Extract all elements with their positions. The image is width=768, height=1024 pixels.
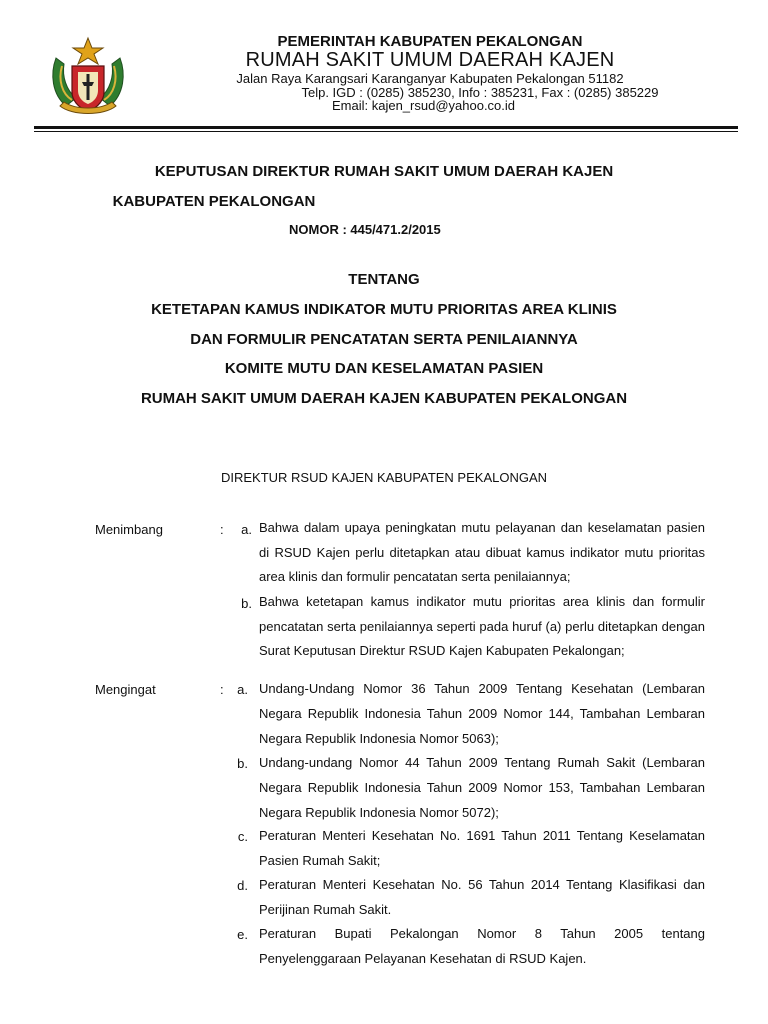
header-hospital-name: RUMAH SAKIT UMUM DAERAH KAJEN (245, 49, 615, 71)
decree-number: NOMOR : 445/471.2/2015 (289, 222, 441, 237)
menimbang-colon: : (220, 522, 224, 537)
menimbang-item-text: Bahwa ketetapan kamus indikator mutu prioritas area klinis dan formulir pencatatan serta penilaiannya seperti pada huruf (a) perlu ditetapkan dengan Surat Keputusan Direktur RSUD Kajen Kabupaten Pekalongan; (259, 594, 705, 658)
mengingat-item-text: Peraturan Menteri Kesehatan No. 1691 Tahun 2011 Tentang Keselamatan Pasien Rumah Sakit; (259, 828, 705, 868)
subject-line4: RUMAH SAKIT UMUM DAERAH KAJEN KABUPATEN PEKALONGAN (140, 390, 628, 407)
mengingat-item-text: Peraturan Menteri Kesehatan No. 56 Tahun 2014 Tentang Klasifikasi dan Perijinan Rumah Sakit. (259, 877, 705, 917)
header-divider-thick (34, 126, 738, 129)
mengingat-item-letter: c. (237, 829, 248, 844)
subject-tentang: TENTANG (348, 271, 420, 288)
mengingat-item-letter: d. (237, 878, 248, 893)
regency-emblem-icon (48, 36, 128, 118)
mengingat-label: Mengingat (95, 682, 156, 697)
header-email: Email: kajen_rsud@yahoo.co.id (332, 98, 516, 113)
menimbang-item-letter: a. (241, 522, 252, 537)
subject-line2: DAN FORMULIR PENCATATAN SERTA PENILAIANNYA (190, 331, 578, 348)
menimbang-item-letter: b. (241, 596, 252, 611)
subject-line3: KOMITE MUTU DAN KESELAMATAN PASIEN (224, 360, 544, 377)
header-divider-thin (34, 131, 738, 132)
header-address: Jalan Raya Karangsari Karanganyar Kabupaten Pekalongan 51182 (236, 71, 624, 86)
decree-title-line1: KEPUTUSAN DIREKTUR RUMAH SAKIT UMUM DAERAH KAJEN (154, 163, 614, 180)
header-government-name: PEMERINTAH KABUPATEN PEKALONGAN (277, 33, 583, 50)
mengingat-item-text: Undang-undang Nomor 44 Tahun 2009 Tentang Rumah Sakit (Lembaran Negara Republik Indonesia Tahun 2009 Nomor 153, Tambahan Lembaran Negara Republik Indonesia Nomor 5072); (259, 755, 705, 820)
decree-title-line2: KABUPATEN PEKALONGAN (112, 193, 316, 210)
mengingat-colon: : (220, 682, 224, 697)
mengingat-item-text: Undang-Undang Nomor 36 Tahun 2009 Tentang Kesehatan (Lembaran Negara Republik Indonesia Tahun 2009 Nomor 144, Tambahan Lembaran Negara Republik Indonesia Nomor 5063); (259, 681, 705, 746)
menimbang-label: Menimbang (95, 522, 163, 537)
mengingat-item-letter: a. (237, 682, 248, 697)
mengingat-item-letter: e. (237, 927, 248, 942)
director-heading: DIREKTUR RSUD KAJEN KABUPATEN PEKALONGAN (220, 470, 548, 485)
subject-line1: KETETAPAN KAMUS INDIKATOR MUTU PRIORITAS AREA KLINIS (151, 301, 617, 318)
mengingat-item-text: Peraturan Bupati Pekalongan Nomor 8 Tahun 2005 tentang Penyelenggaraan Pelayanan Kesehatan di RSUD Kajen. (259, 926, 705, 966)
mengingat-item-letter: b. (237, 756, 248, 771)
menimbang-item-text: Bahwa dalam upaya peningkatan mutu pelayanan dan keselamatan pasien di RSUD Kajen perlu ditetapkan atau dibuat kamus indikator mutu prioritas area klinis dan formulir pencatatan serta penilaiannya; (259, 520, 705, 584)
header-phone: Telp. IGD : (0285) 385230, Info : 385231, Fax : (0285) 385229 (301, 85, 659, 100)
